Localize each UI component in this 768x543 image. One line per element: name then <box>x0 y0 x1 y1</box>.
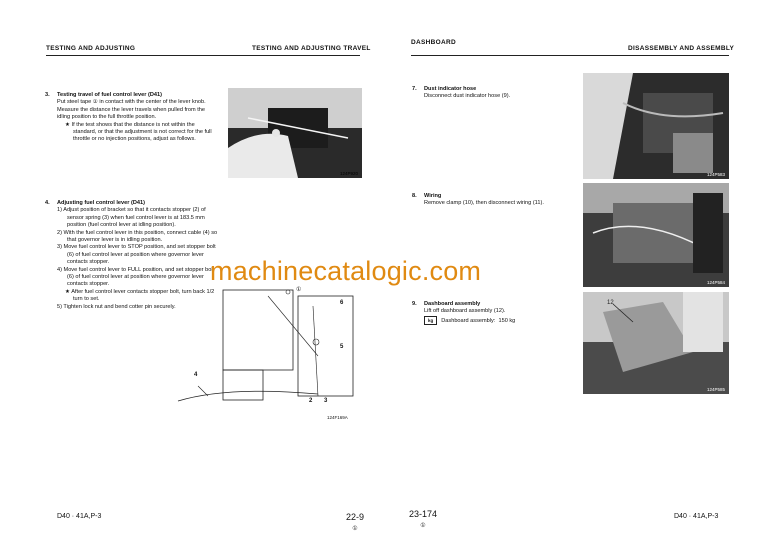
step-4-note: ★ After fuel control lever contacts stopper bolt, turn back 1/2 turn to set. <box>65 288 215 303</box>
left-header-rule <box>46 55 360 56</box>
step-9-title: Dashboard assembly <box>424 301 481 307</box>
left-page-number: 22-9 <box>345 512 364 522</box>
diagram-caption: 124F169A <box>327 415 348 420</box>
step-8-title: Wiring <box>424 193 442 199</box>
left-header-title: TESTING AND ADJUSTING TRAVEL <box>252 45 371 52</box>
step-4-sub-4: 4) Move fuel control lever to FULL position, and set stopper bolt (6) of fuel control lever at position where governor lever contacts stopper. <box>57 266 215 288</box>
right-header-title: DISASSEMBLY AND ASSEMBLY <box>628 45 735 52</box>
dashboard-photo-image <box>583 292 729 394</box>
fuel-lever-photo <box>228 88 362 178</box>
dashboard-photo-caption: 124P585 <box>706 387 725 392</box>
diagram-label-3: 3 <box>324 398 328 404</box>
fuel-lever-photo-caption: 124P920 <box>339 171 358 176</box>
dashboard-photo-label: 12 <box>607 300 614 306</box>
step-3 <box>45 92 219 144</box>
watermark-text: machinecatalogic.com <box>210 256 482 286</box>
step-4-sub-5: 5) Tighten lock nut and bend cotter pin securely. <box>57 303 176 310</box>
step-8-body: Remove clamp (10), then disconnect wiring (11). <box>424 200 544 207</box>
dashboard-photo <box>583 292 729 394</box>
step-4-number: 4. <box>45 200 50 206</box>
step-3-note: ★ If the test shows that the distance is not within the standard, or that the adjustment is not correct for the full throttle or no injection positions, adjust as follows. <box>65 121 212 143</box>
step-4-sub-2: 2) With the fuel control lever in this position, connect cable (4) so that governor lever is in idling position. <box>57 229 218 244</box>
right-header-rule <box>411 55 729 56</box>
diagram-label-1: ① <box>296 287 302 293</box>
wiring-photo-image <box>583 183 729 287</box>
diagram-label-2: 2 <box>309 398 313 404</box>
left-page-revision: ① <box>352 526 358 532</box>
diagram-label-5: 5 <box>340 344 344 350</box>
dust-hose-photo-caption: 124P583 <box>706 172 725 177</box>
step-3-title: Testing travel of fuel control lever (D41) <box>57 92 162 98</box>
step-9 <box>412 301 574 325</box>
step-8 <box>412 193 574 208</box>
right-page-revision: ① <box>420 523 426 529</box>
wiring-photo-caption: 124P584 <box>706 280 725 285</box>
step-7-title: Dust indicator hose <box>424 86 477 92</box>
step-9-body: Lift off dashboard assembly (12). <box>424 308 506 315</box>
fuel-lever-photo-image <box>228 88 362 178</box>
step-7-body: Disconnect dust indicator hose (9). <box>424 93 511 100</box>
diagram-label-6: 6 <box>340 300 344 306</box>
dust-hose-photo-image <box>583 73 729 179</box>
weight-value: 150 kg <box>498 317 516 324</box>
step-7 <box>412 86 574 101</box>
right-page-number: 23-174 <box>408 509 438 519</box>
right-footer-model: D40 · 41A,P-3 <box>674 513 719 520</box>
weight-icon: kg <box>424 316 437 325</box>
left-footer-model: D40 · 41A,P-3 <box>57 513 102 520</box>
step-3-body: Put steel tape ① in contact with the center of the lever knob. Measure the distance the lever travels when pulled from the idling position to the full throttle position. <box>57 99 206 121</box>
step-4-title: Adjusting fuel control lever (D41) <box>57 200 145 206</box>
step-9-number: 9. <box>412 301 417 307</box>
step-7-number: 7. <box>412 86 417 92</box>
step-4-sub-1: 1) Adjust position of bracket so that it contacts stopper (2) of sensor spring (3) when fuel control lever is at 183.5 mm position (fuel control lever at idling position). <box>57 207 206 229</box>
step-8-number: 8. <box>412 193 417 199</box>
weight-label: Dashboard assembly: <box>441 317 496 324</box>
right-header-section: DASHBOARD <box>411 39 456 46</box>
fuel-lever-diagram <box>168 286 364 436</box>
step-4-sub-3: 3) Move fuel control lever to STOP position, and set stopper bolt (6) of fuel control lever at position where governor lever contacts stopper. <box>57 244 216 266</box>
left-header-section: TESTING AND ADJUSTING <box>46 45 136 52</box>
diagram-label-4: 4 <box>194 372 198 378</box>
step-3-number: 3. <box>45 92 50 98</box>
dust-hose-photo <box>583 73 729 179</box>
wiring-photo <box>583 183 729 287</box>
